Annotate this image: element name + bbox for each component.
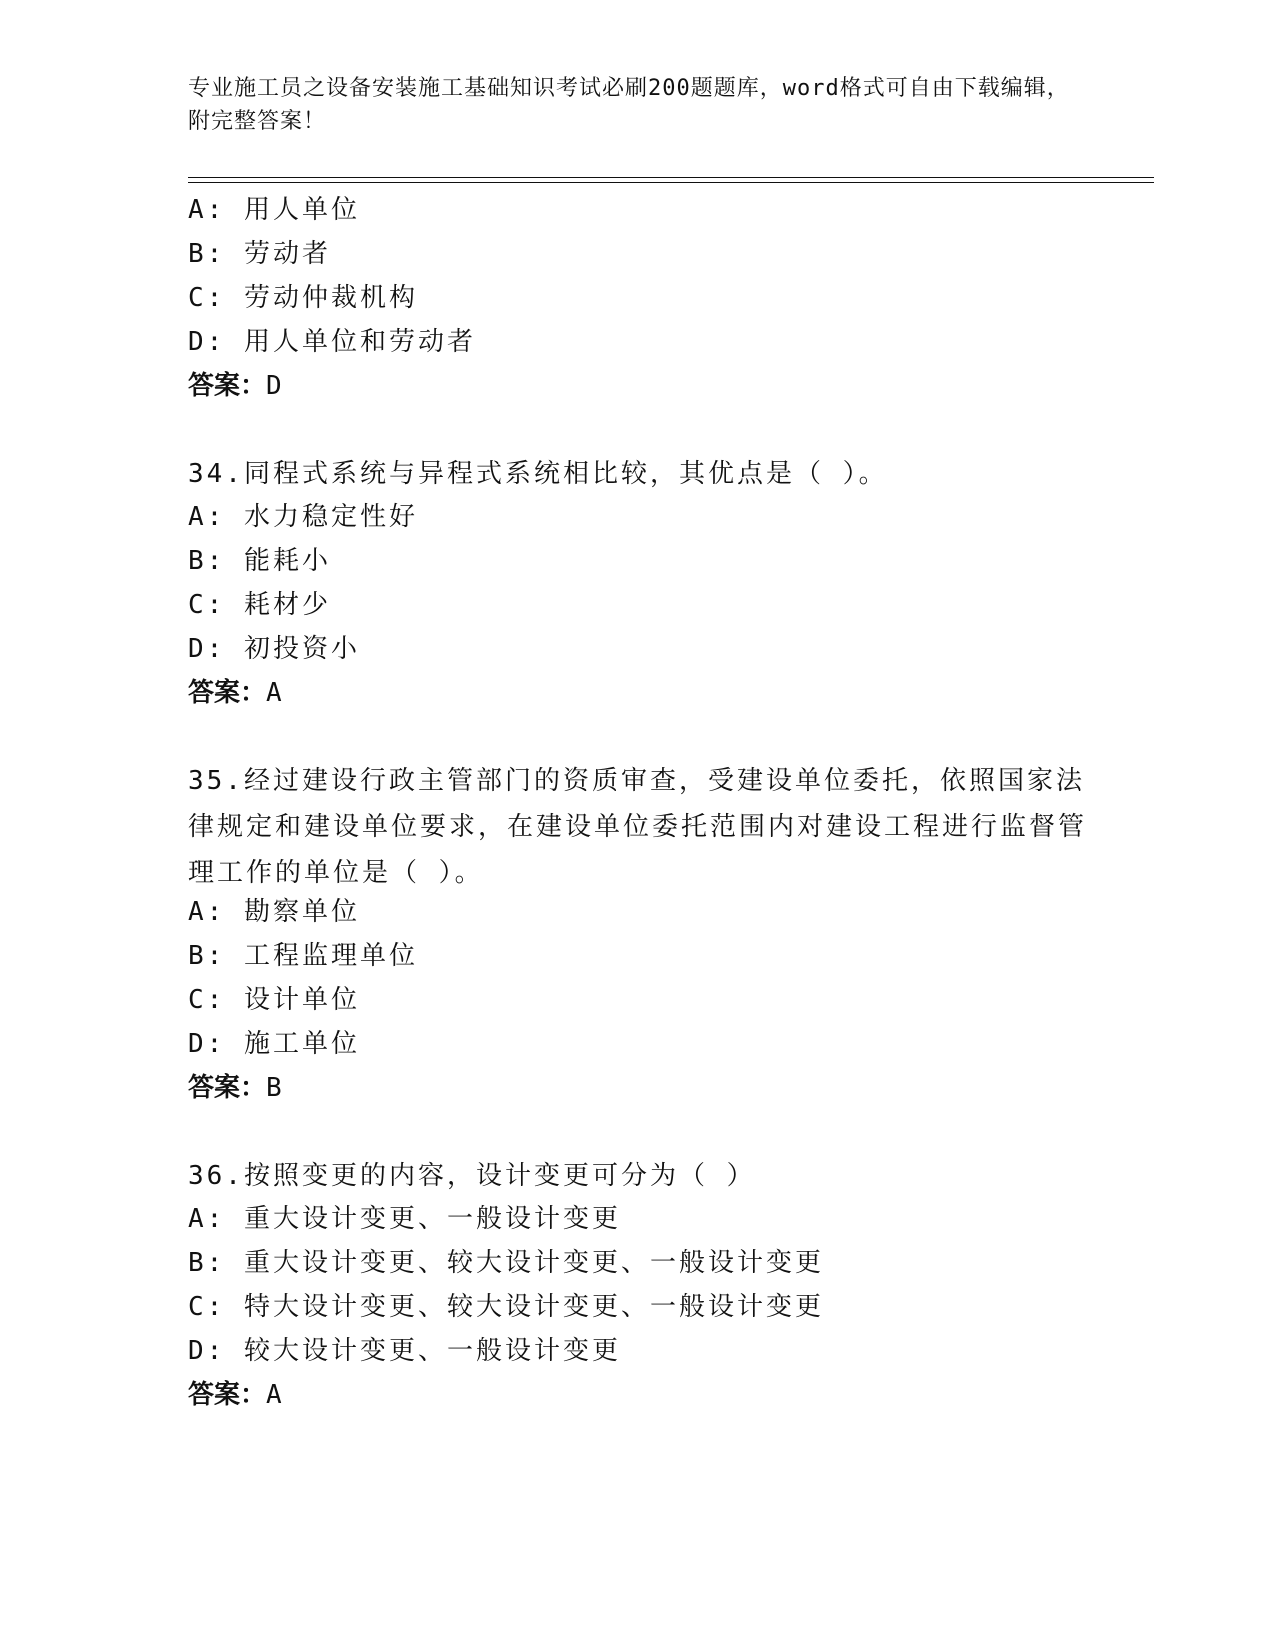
option-text: 施工单位	[243, 1029, 360, 1059]
q34-answer	[188, 676, 283, 710]
q36-stem: 36.按照变更的内容，设计变更可分为（ ）	[188, 1161, 756, 1191]
q33-option-a	[188, 193, 360, 227]
option-label: C:	[188, 283, 226, 313]
option-label: B:	[188, 239, 226, 269]
q33-option-c	[188, 281, 418, 315]
option-label: A:	[188, 897, 226, 927]
q36-option-b	[188, 1246, 824, 1280]
q36-option-c	[188, 1290, 824, 1324]
option-text: 耗材少	[243, 590, 331, 620]
answer-value: B	[266, 1073, 283, 1103]
q34-option-b	[188, 544, 331, 578]
option-label: C:	[188, 985, 226, 1015]
q33-option-b	[188, 237, 331, 271]
q34-option-d	[188, 632, 360, 666]
option-label: B:	[188, 941, 226, 971]
option-text: 设计单位	[243, 985, 360, 1015]
q35-option-b	[188, 939, 418, 973]
option-text: 较大设计变更、一般设计变更	[243, 1336, 621, 1366]
option-text: 能耗小	[243, 546, 331, 576]
q35-option-d	[188, 1027, 360, 1061]
option-label: D:	[188, 1029, 226, 1059]
option-text: 重大设计变更、一般设计变更	[243, 1204, 621, 1234]
option-text: 水力稳定性好	[243, 502, 418, 532]
answer-label: 答案：	[188, 1073, 267, 1103]
q36-answer	[188, 1378, 283, 1412]
q36-option-a	[188, 1202, 621, 1236]
option-text: 用人单位	[243, 195, 360, 225]
option-text: 勘察单位	[243, 897, 360, 927]
option-label: B:	[188, 1248, 226, 1278]
q36-option-d	[188, 1334, 621, 1368]
option-label: A:	[188, 1204, 226, 1234]
option-label: C:	[188, 1292, 226, 1322]
option-text: 用人单位和劳动者	[243, 327, 476, 357]
option-text: 劳动仲裁机构	[243, 283, 418, 313]
option-label: A:	[188, 195, 226, 225]
q33-answer	[188, 369, 283, 403]
q34-option-a	[188, 500, 418, 534]
q35-answer	[188, 1071, 283, 1105]
header-rule-top	[188, 177, 1154, 178]
answer-value: A	[266, 678, 283, 708]
q34-stem: 34.同程式系统与异程式系统相比较，其优点是（ ）。	[188, 459, 888, 489]
option-text: 重大设计变更、较大设计变更、一般设计变更	[243, 1248, 824, 1278]
option-label: B:	[188, 546, 226, 576]
q33-option-d	[188, 325, 476, 359]
option-text: 工程监理单位	[243, 941, 418, 971]
q34-option-c	[188, 588, 331, 622]
option-label: D:	[188, 634, 226, 664]
option-text: 劳动者	[243, 239, 331, 269]
answer-value: D	[266, 371, 283, 401]
option-label: A:	[188, 502, 226, 532]
option-text: 特大设计变更、较大设计变更、一般设计变更	[243, 1292, 824, 1322]
option-label: D:	[188, 1336, 226, 1366]
header-rule-bottom	[188, 182, 1154, 183]
q35-stem: 35.经过建设行政主管部门的资质审查，受建设单位委托，依照国家法律规定和建设单位要求，在建设单位委托范围内对建设工程进行监督管理工作的单位是（ ）。	[188, 766, 1088, 888]
answer-value: A	[266, 1380, 283, 1410]
answer-label: 答案：	[188, 678, 267, 708]
q35-option-c	[188, 983, 360, 1017]
option-label: D:	[188, 327, 226, 357]
option-label: C:	[188, 590, 226, 620]
answer-label: 答案：	[188, 371, 267, 401]
answer-label: 答案：	[188, 1380, 267, 1410]
option-text: 初投资小	[243, 634, 360, 664]
q35-option-a	[188, 895, 360, 929]
document-header: 专业施工员之设备安装施工基础知识考试必刷200题题库，word格式可自由下载编辑，附完整答案！	[188, 76, 1070, 134]
